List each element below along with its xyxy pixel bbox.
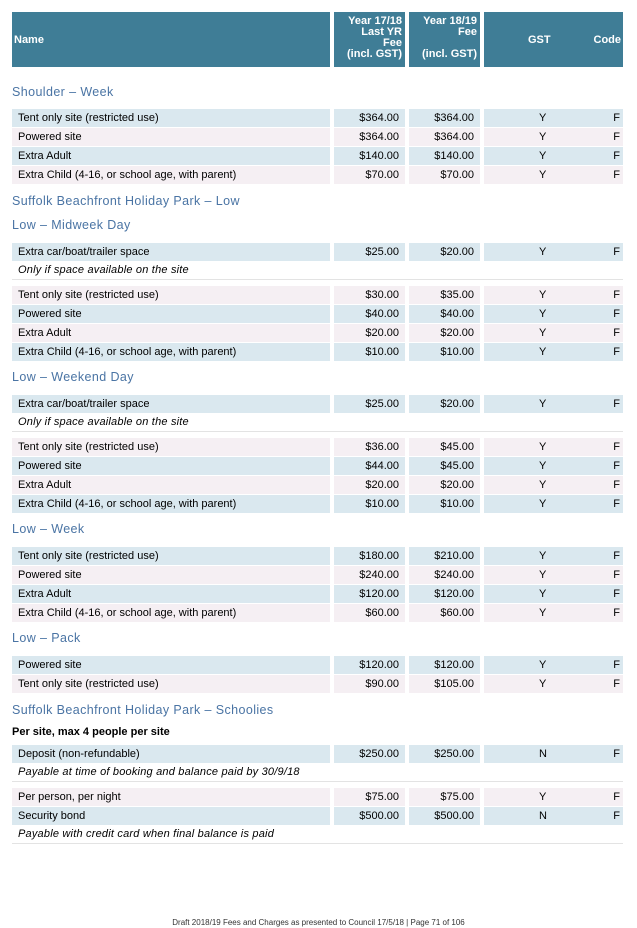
row-gst: Y: [539, 678, 547, 690]
row-fee-1819: $75.00: [409, 788, 480, 806]
header-name-label: Name: [14, 33, 44, 46]
header-gst: GST: [528, 33, 551, 46]
row-fee-1718: $10.00: [334, 495, 405, 513]
row-fee-1718: $250.00: [334, 745, 405, 763]
table-row: [12, 495, 623, 513]
row-gst: Y: [539, 246, 547, 258]
header-fee-1718-line4: (incl. GST): [347, 48, 402, 60]
row-gst: Y: [539, 460, 547, 472]
row-gst-code: [484, 305, 623, 323]
row-gst-code: [484, 395, 623, 413]
row-code: F: [613, 607, 620, 619]
row-fee-1819: $45.00: [409, 438, 480, 456]
row-code: F: [613, 327, 620, 339]
row-gst: Y: [539, 150, 547, 162]
row-name: Powered site: [12, 457, 330, 475]
header-fee-1718: [334, 12, 405, 67]
row-code: F: [613, 588, 620, 600]
table-row: [12, 166, 623, 184]
row-code: F: [613, 460, 620, 472]
row-gst-code: [484, 807, 623, 825]
row-gst-code: [484, 675, 623, 693]
row-fee-1819: $20.00: [409, 324, 480, 342]
header-fee-1718-line1: Year 17/18: [348, 15, 402, 27]
row-gst: Y: [539, 131, 547, 143]
row-fee-1718: $20.00: [334, 324, 405, 342]
row-gst: Y: [539, 569, 547, 581]
row-code: F: [613, 479, 620, 491]
row-gst-code: [484, 438, 623, 456]
row-gst-code: [484, 788, 623, 806]
row-gst-code: [484, 147, 623, 165]
row-fee-1718: $364.00: [334, 109, 405, 127]
row-gst: Y: [539, 550, 547, 562]
row-gst: Y: [539, 441, 547, 453]
row-name: Tent only site (restricted use): [12, 675, 330, 693]
row-gst-code: [484, 324, 623, 342]
row-gst: Y: [539, 607, 547, 619]
row-gst: Y: [539, 346, 547, 358]
row-note: Payable at time of booking and balance paid by 30/9/18: [12, 763, 623, 782]
row-name: Extra Child (4-16, or school age, with parent): [12, 166, 330, 184]
table-row: [12, 566, 623, 584]
row-name: Powered site: [12, 305, 330, 323]
row-code: F: [613, 131, 620, 143]
row-note: Payable with credit card when final balance is paid: [12, 825, 623, 844]
row-gst-code: [484, 495, 623, 513]
row-name: Powered site: [12, 128, 330, 146]
table-row: [12, 656, 623, 674]
row-name: Extra car/boat/trailer space: [12, 395, 330, 413]
header-fee-1819: [409, 12, 480, 67]
row-fee-1718: $240.00: [334, 566, 405, 584]
row-name: Extra Adult: [12, 324, 330, 342]
row-fee-1819: $364.00: [409, 109, 480, 127]
table-row: [12, 305, 623, 323]
row-gst-code: [484, 109, 623, 127]
table-row: [12, 457, 623, 475]
table-row: [12, 547, 623, 565]
row-gst: Y: [539, 327, 547, 339]
row-fee-1718: $20.00: [334, 476, 405, 494]
row-code: F: [613, 550, 620, 562]
row-code: F: [613, 289, 620, 301]
row-fee-1819: $240.00: [409, 566, 480, 584]
row-gst: Y: [539, 659, 547, 671]
row-note: Only if space available on the site: [12, 413, 623, 432]
row-fee-1819: $20.00: [409, 395, 480, 413]
row-name: Extra Adult: [12, 476, 330, 494]
row-fee-1718: $44.00: [334, 457, 405, 475]
row-fee-1718: $120.00: [334, 585, 405, 603]
row-fee-1718: $70.00: [334, 166, 405, 184]
row-code: F: [613, 498, 620, 510]
row-code: F: [613, 659, 620, 671]
row-fee-1718: $500.00: [334, 807, 405, 825]
row-code: F: [613, 569, 620, 581]
row-fee-1718: $180.00: [334, 547, 405, 565]
row-fee-1819: $120.00: [409, 656, 480, 674]
row-gst: Y: [539, 588, 547, 600]
row-gst-code: [484, 745, 623, 763]
row-name: Powered site: [12, 656, 330, 674]
row-fee-1718: $60.00: [334, 604, 405, 622]
row-code: F: [613, 398, 620, 410]
row-gst: N: [539, 810, 547, 822]
row-fee-1819: $210.00: [409, 547, 480, 565]
row-name: Tent only site (restricted use): [12, 438, 330, 456]
row-gst: Y: [539, 479, 547, 491]
row-gst-code: [484, 656, 623, 674]
row-name: Extra car/boat/trailer space: [12, 243, 330, 261]
row-fee-1718: $25.00: [334, 395, 405, 413]
row-name: Extra Adult: [12, 585, 330, 603]
section-title: Suffolk Beachfront Holiday Park – Low: [12, 194, 240, 208]
row-note: Only if space available on the site: [12, 261, 623, 280]
section-title: Suffolk Beachfront Holiday Park – Schoolies: [12, 703, 274, 717]
row-gst-code: [484, 128, 623, 146]
header-fee-1819-line1: Year 18/19: [423, 15, 477, 27]
row-fee-1819: $70.00: [409, 166, 480, 184]
row-gst: Y: [539, 169, 547, 181]
row-fee-1718: $90.00: [334, 675, 405, 693]
header-fee-1819-line3: (incl. GST): [422, 48, 477, 60]
header-name: [12, 12, 330, 67]
table-row: [12, 343, 623, 361]
table-row: [12, 147, 623, 165]
row-fee-1819: $45.00: [409, 457, 480, 475]
row-gst: Y: [539, 289, 547, 301]
row-fee-1819: $35.00: [409, 286, 480, 304]
table-row: [12, 128, 623, 146]
row-fee-1718: $364.00: [334, 128, 405, 146]
row-fee-1819: $10.00: [409, 343, 480, 361]
table-row: [12, 745, 623, 763]
table-row: [12, 476, 623, 494]
row-gst: Y: [539, 398, 547, 410]
row-code: F: [613, 112, 620, 124]
row-gst-code: [484, 286, 623, 304]
row-fee-1819: $120.00: [409, 585, 480, 603]
row-code: F: [613, 246, 620, 258]
row-fee-1819: $250.00: [409, 745, 480, 763]
table-row: [12, 395, 623, 413]
row-name: Deposit (non-refundable): [12, 745, 330, 763]
table-row: [12, 675, 623, 693]
row-name: Powered site: [12, 566, 330, 584]
row-fee-1819: $20.00: [409, 476, 480, 494]
table-row: [12, 324, 623, 342]
row-gst: N: [539, 748, 547, 760]
row-gst: Y: [539, 791, 547, 803]
row-fee-1718: $10.00: [334, 343, 405, 361]
table-row: [12, 286, 623, 304]
table-row: [12, 109, 623, 127]
row-fee-1819: $364.00: [409, 128, 480, 146]
row-gst: Y: [539, 308, 547, 320]
table-row: [12, 604, 623, 622]
row-gst-code: [484, 166, 623, 184]
subheading: Per site, max 4 people per site: [12, 726, 170, 738]
section-title: Low – Midweek Day: [12, 218, 131, 232]
row-name: Extra Child (4-16, or school age, with parent): [12, 604, 330, 622]
row-code: F: [613, 810, 620, 822]
row-name: Tent only site (restricted use): [12, 286, 330, 304]
row-fee-1718: $75.00: [334, 788, 405, 806]
row-gst: Y: [539, 112, 547, 124]
row-code: F: [613, 678, 620, 690]
row-gst-code: [484, 547, 623, 565]
page-footer: Draft 2018/19 Fees and Charges as presented to Council 17/5/18 | Page 71 of 106: [172, 918, 465, 927]
row-gst-code: [484, 243, 623, 261]
row-fee-1718: $25.00: [334, 243, 405, 261]
header-fee-1819-line2: Fee: [458, 26, 477, 38]
table-row: [12, 807, 623, 825]
row-gst: Y: [539, 498, 547, 510]
row-fee-1718: $30.00: [334, 286, 405, 304]
section-title: Low – Pack: [12, 631, 81, 645]
row-name: Extra Child (4-16, or school age, with parent): [12, 495, 330, 513]
header-fee-1718-line2: Last YR: [361, 26, 402, 38]
row-code: F: [613, 308, 620, 320]
row-gst-code: [484, 457, 623, 475]
row-fee-1819: $140.00: [409, 147, 480, 165]
row-fee-1819: $40.00: [409, 305, 480, 323]
row-name: Tent only site (restricted use): [12, 547, 330, 565]
row-code: F: [613, 346, 620, 358]
table-row: [12, 788, 623, 806]
table-row: [12, 243, 623, 261]
row-code: F: [613, 169, 620, 181]
row-fee-1819: $60.00: [409, 604, 480, 622]
row-fee-1718: $40.00: [334, 305, 405, 323]
section-title: Low – Weekend Day: [12, 370, 134, 384]
row-fee-1718: $36.00: [334, 438, 405, 456]
row-gst-code: [484, 566, 623, 584]
row-fee-1718: $120.00: [334, 656, 405, 674]
header-fee-1718-line3: Fee: [383, 37, 402, 49]
section-title: Shoulder – Week: [12, 85, 114, 99]
section-title: Low – Week: [12, 522, 85, 536]
row-gst-code: [484, 476, 623, 494]
row-gst-code: [484, 604, 623, 622]
row-fee-1819: $500.00: [409, 807, 480, 825]
row-fee-1718: $140.00: [334, 147, 405, 165]
row-fee-1819: $20.00: [409, 243, 480, 261]
header-gst-code: [484, 12, 623, 67]
row-name: Per person, per night: [12, 788, 330, 806]
row-fee-1819: $105.00: [409, 675, 480, 693]
row-name: Security bond: [12, 807, 330, 825]
row-gst-code: [484, 585, 623, 603]
table-row: [12, 438, 623, 456]
row-code: F: [613, 748, 620, 760]
row-name: Extra Child (4-16, or school age, with parent): [12, 343, 330, 361]
row-code: F: [613, 791, 620, 803]
row-code: F: [613, 441, 620, 453]
row-gst-code: [484, 343, 623, 361]
header-code: Code: [593, 33, 621, 46]
row-name: Extra Adult: [12, 147, 330, 165]
table-row: [12, 585, 623, 603]
row-fee-1819: $10.00: [409, 495, 480, 513]
row-code: F: [613, 150, 620, 162]
row-name: Tent only site (restricted use): [12, 109, 330, 127]
